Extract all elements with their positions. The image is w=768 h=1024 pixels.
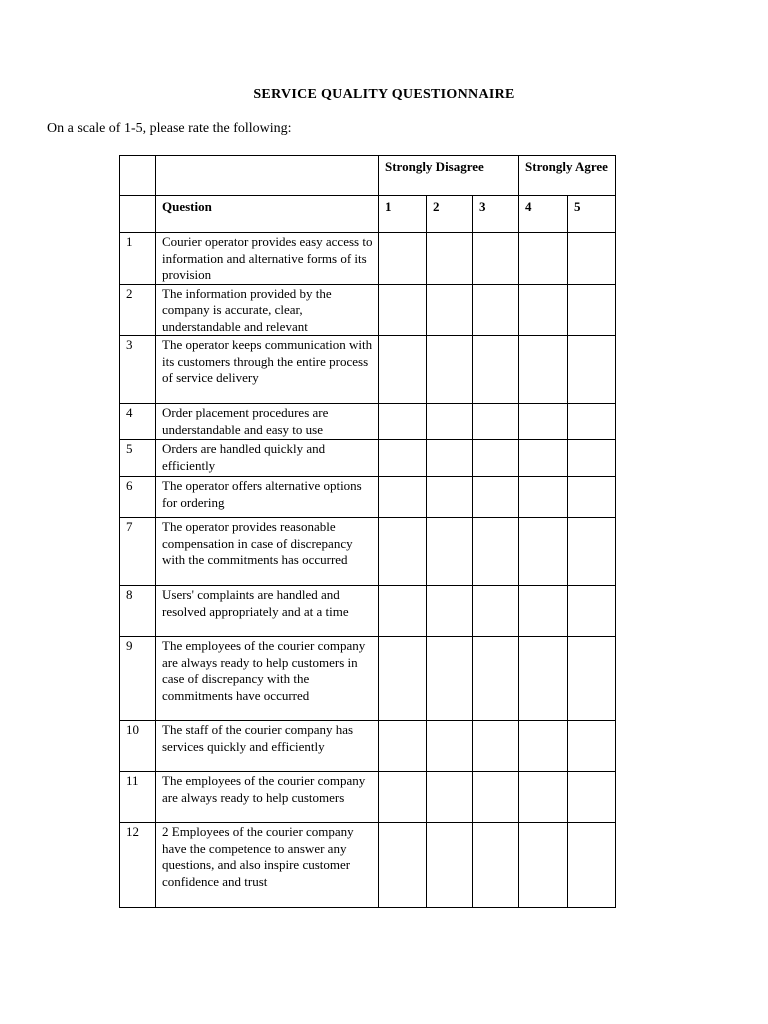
question-row bbox=[120, 284, 616, 336]
rating-cell-4[interactable] bbox=[519, 637, 568, 721]
question-text: The operator offers alternative options for ordering bbox=[156, 477, 379, 518]
question-text: Order placement procedures are understandable and easy to use bbox=[156, 404, 379, 440]
rating-cell-2[interactable] bbox=[427, 404, 473, 440]
question-header: Question bbox=[156, 196, 379, 233]
rating-cell-5[interactable] bbox=[568, 823, 616, 908]
rating-cell-5[interactable] bbox=[568, 440, 616, 477]
strongly-disagree-header: Strongly Disagree bbox=[379, 156, 519, 196]
question-row bbox=[120, 336, 616, 404]
rating-cell-1[interactable] bbox=[379, 518, 427, 586]
rating-cell-3[interactable] bbox=[473, 772, 519, 823]
rating-cell-3[interactable] bbox=[473, 518, 519, 586]
question-row bbox=[120, 772, 616, 823]
header-row-numbers bbox=[120, 196, 616, 233]
question-text: The operator keeps communication with its customers through the entire process of service delivery bbox=[156, 336, 379, 404]
questionnaire-table bbox=[119, 155, 616, 908]
rating-cell-4[interactable] bbox=[519, 440, 568, 477]
rating-cell-5[interactable] bbox=[568, 586, 616, 637]
rating-cell-3[interactable] bbox=[473, 336, 519, 404]
intro-text: On a scale of 1-5, please rate the following: bbox=[47, 121, 292, 136]
rating-cell-3[interactable] bbox=[473, 637, 519, 721]
question-row bbox=[120, 586, 616, 637]
question-number: 12 bbox=[120, 823, 156, 908]
rating-cell-1[interactable] bbox=[379, 823, 427, 908]
rating-cell-2[interactable] bbox=[427, 518, 473, 586]
rating-cell-5[interactable] bbox=[568, 284, 616, 336]
rating-cell-3[interactable] bbox=[473, 440, 519, 477]
rating-cell-4[interactable] bbox=[519, 721, 568, 772]
rating-cell-2[interactable] bbox=[427, 637, 473, 721]
header-blank-cell bbox=[156, 156, 379, 196]
question-text: The staff of the courier company has services quickly and efficiently bbox=[156, 721, 379, 772]
rating-cell-5[interactable] bbox=[568, 637, 616, 721]
rating-cell-5[interactable] bbox=[568, 477, 616, 518]
question-row bbox=[120, 477, 616, 518]
rating-cell-5[interactable] bbox=[568, 233, 616, 285]
question-number: 6 bbox=[120, 477, 156, 518]
question-row bbox=[120, 823, 616, 908]
question-text: Users' complaints are handled and resolved appropriately and at a time bbox=[156, 586, 379, 637]
question-row bbox=[120, 518, 616, 586]
question-number: 1 bbox=[120, 233, 156, 285]
rating-cell-2[interactable] bbox=[427, 440, 473, 477]
document-title: SERVICE QUALITY QUESTIONNAIRE bbox=[253, 87, 515, 102]
rating-cell-2[interactable] bbox=[427, 772, 473, 823]
rating-cell-2[interactable] bbox=[427, 336, 473, 404]
rating-cell-4[interactable] bbox=[519, 477, 568, 518]
question-number: 7 bbox=[120, 518, 156, 586]
rating-cell-3[interactable] bbox=[473, 823, 519, 908]
question-text: 2 Employees of the courier company have the competence to answer any questions, and also inspire customer confidence and trust bbox=[156, 823, 379, 908]
question-number: 5 bbox=[120, 440, 156, 477]
header-blank-cell bbox=[120, 156, 156, 196]
rating-cell-4[interactable] bbox=[519, 772, 568, 823]
rating-cell-3[interactable] bbox=[473, 721, 519, 772]
question-row bbox=[120, 233, 616, 285]
rating-cell-4[interactable] bbox=[519, 284, 568, 336]
rating-cell-2[interactable] bbox=[427, 233, 473, 285]
question-text: Orders are handled quickly and efficiently bbox=[156, 440, 379, 477]
question-row bbox=[120, 721, 616, 772]
scale-number-4: 4 bbox=[519, 196, 568, 233]
rating-cell-1[interactable] bbox=[379, 440, 427, 477]
rating-cell-2[interactable] bbox=[427, 823, 473, 908]
rating-cell-1[interactable] bbox=[379, 586, 427, 637]
rating-cell-4[interactable] bbox=[519, 233, 568, 285]
rating-cell-4[interactable] bbox=[519, 336, 568, 404]
rating-cell-2[interactable] bbox=[427, 721, 473, 772]
question-text: The employees of the courier company are always ready to help customers bbox=[156, 772, 379, 823]
question-number: 10 bbox=[120, 721, 156, 772]
question-number: 4 bbox=[120, 404, 156, 440]
question-number: 2 bbox=[120, 284, 156, 336]
rating-cell-1[interactable] bbox=[379, 284, 427, 336]
question-number: 11 bbox=[120, 772, 156, 823]
rating-cell-4[interactable] bbox=[519, 586, 568, 637]
rating-cell-3[interactable] bbox=[473, 404, 519, 440]
rating-cell-3[interactable] bbox=[473, 477, 519, 518]
rating-cell-1[interactable] bbox=[379, 772, 427, 823]
header-blank-cell bbox=[120, 196, 156, 233]
question-row bbox=[120, 404, 616, 440]
rating-cell-2[interactable] bbox=[427, 477, 473, 518]
question-number: 9 bbox=[120, 637, 156, 721]
question-number: 8 bbox=[120, 586, 156, 637]
question-number: 3 bbox=[120, 336, 156, 404]
rating-cell-1[interactable] bbox=[379, 336, 427, 404]
question-text: The information provided by the company is accurate, clear, understandable and relevant bbox=[156, 284, 379, 336]
question-row bbox=[120, 440, 616, 477]
rating-cell-5[interactable] bbox=[568, 336, 616, 404]
rating-cell-3[interactable] bbox=[473, 586, 519, 637]
rating-cell-3[interactable] bbox=[473, 284, 519, 336]
rating-cell-2[interactable] bbox=[427, 284, 473, 336]
rating-cell-5[interactable] bbox=[568, 404, 616, 440]
question-row bbox=[120, 637, 616, 721]
scale-number-3: 3 bbox=[473, 196, 519, 233]
rating-cell-1[interactable] bbox=[379, 233, 427, 285]
rating-cell-5[interactable] bbox=[568, 518, 616, 586]
scale-number-5: 5 bbox=[568, 196, 616, 233]
rating-cell-5[interactable] bbox=[568, 721, 616, 772]
question-text: The operator provides reasonable compensation in case of discrepancy with the commitments has occurred bbox=[156, 518, 379, 586]
rating-cell-4[interactable] bbox=[519, 823, 568, 908]
rating-cell-1[interactable] bbox=[379, 477, 427, 518]
rating-cell-3[interactable] bbox=[473, 233, 519, 285]
rating-cell-1[interactable] bbox=[379, 721, 427, 772]
rating-cell-1[interactable] bbox=[379, 637, 427, 721]
strongly-agree-header: Strongly Agree bbox=[519, 156, 616, 196]
question-text: Courier operator provides easy access to information and alternative forms of its provision bbox=[156, 233, 379, 285]
rating-cell-5[interactable] bbox=[568, 772, 616, 823]
header-row-scale bbox=[120, 156, 616, 196]
question-text: The employees of the courier company are always ready to help customers in case of discrepancy with the commitments have occurred bbox=[156, 637, 379, 721]
rating-cell-4[interactable] bbox=[519, 518, 568, 586]
scale-number-2: 2 bbox=[427, 196, 473, 233]
rating-cell-2[interactable] bbox=[427, 586, 473, 637]
rating-cell-1[interactable] bbox=[379, 404, 427, 440]
scale-number-1: 1 bbox=[379, 196, 427, 233]
rating-cell-4[interactable] bbox=[519, 404, 568, 440]
